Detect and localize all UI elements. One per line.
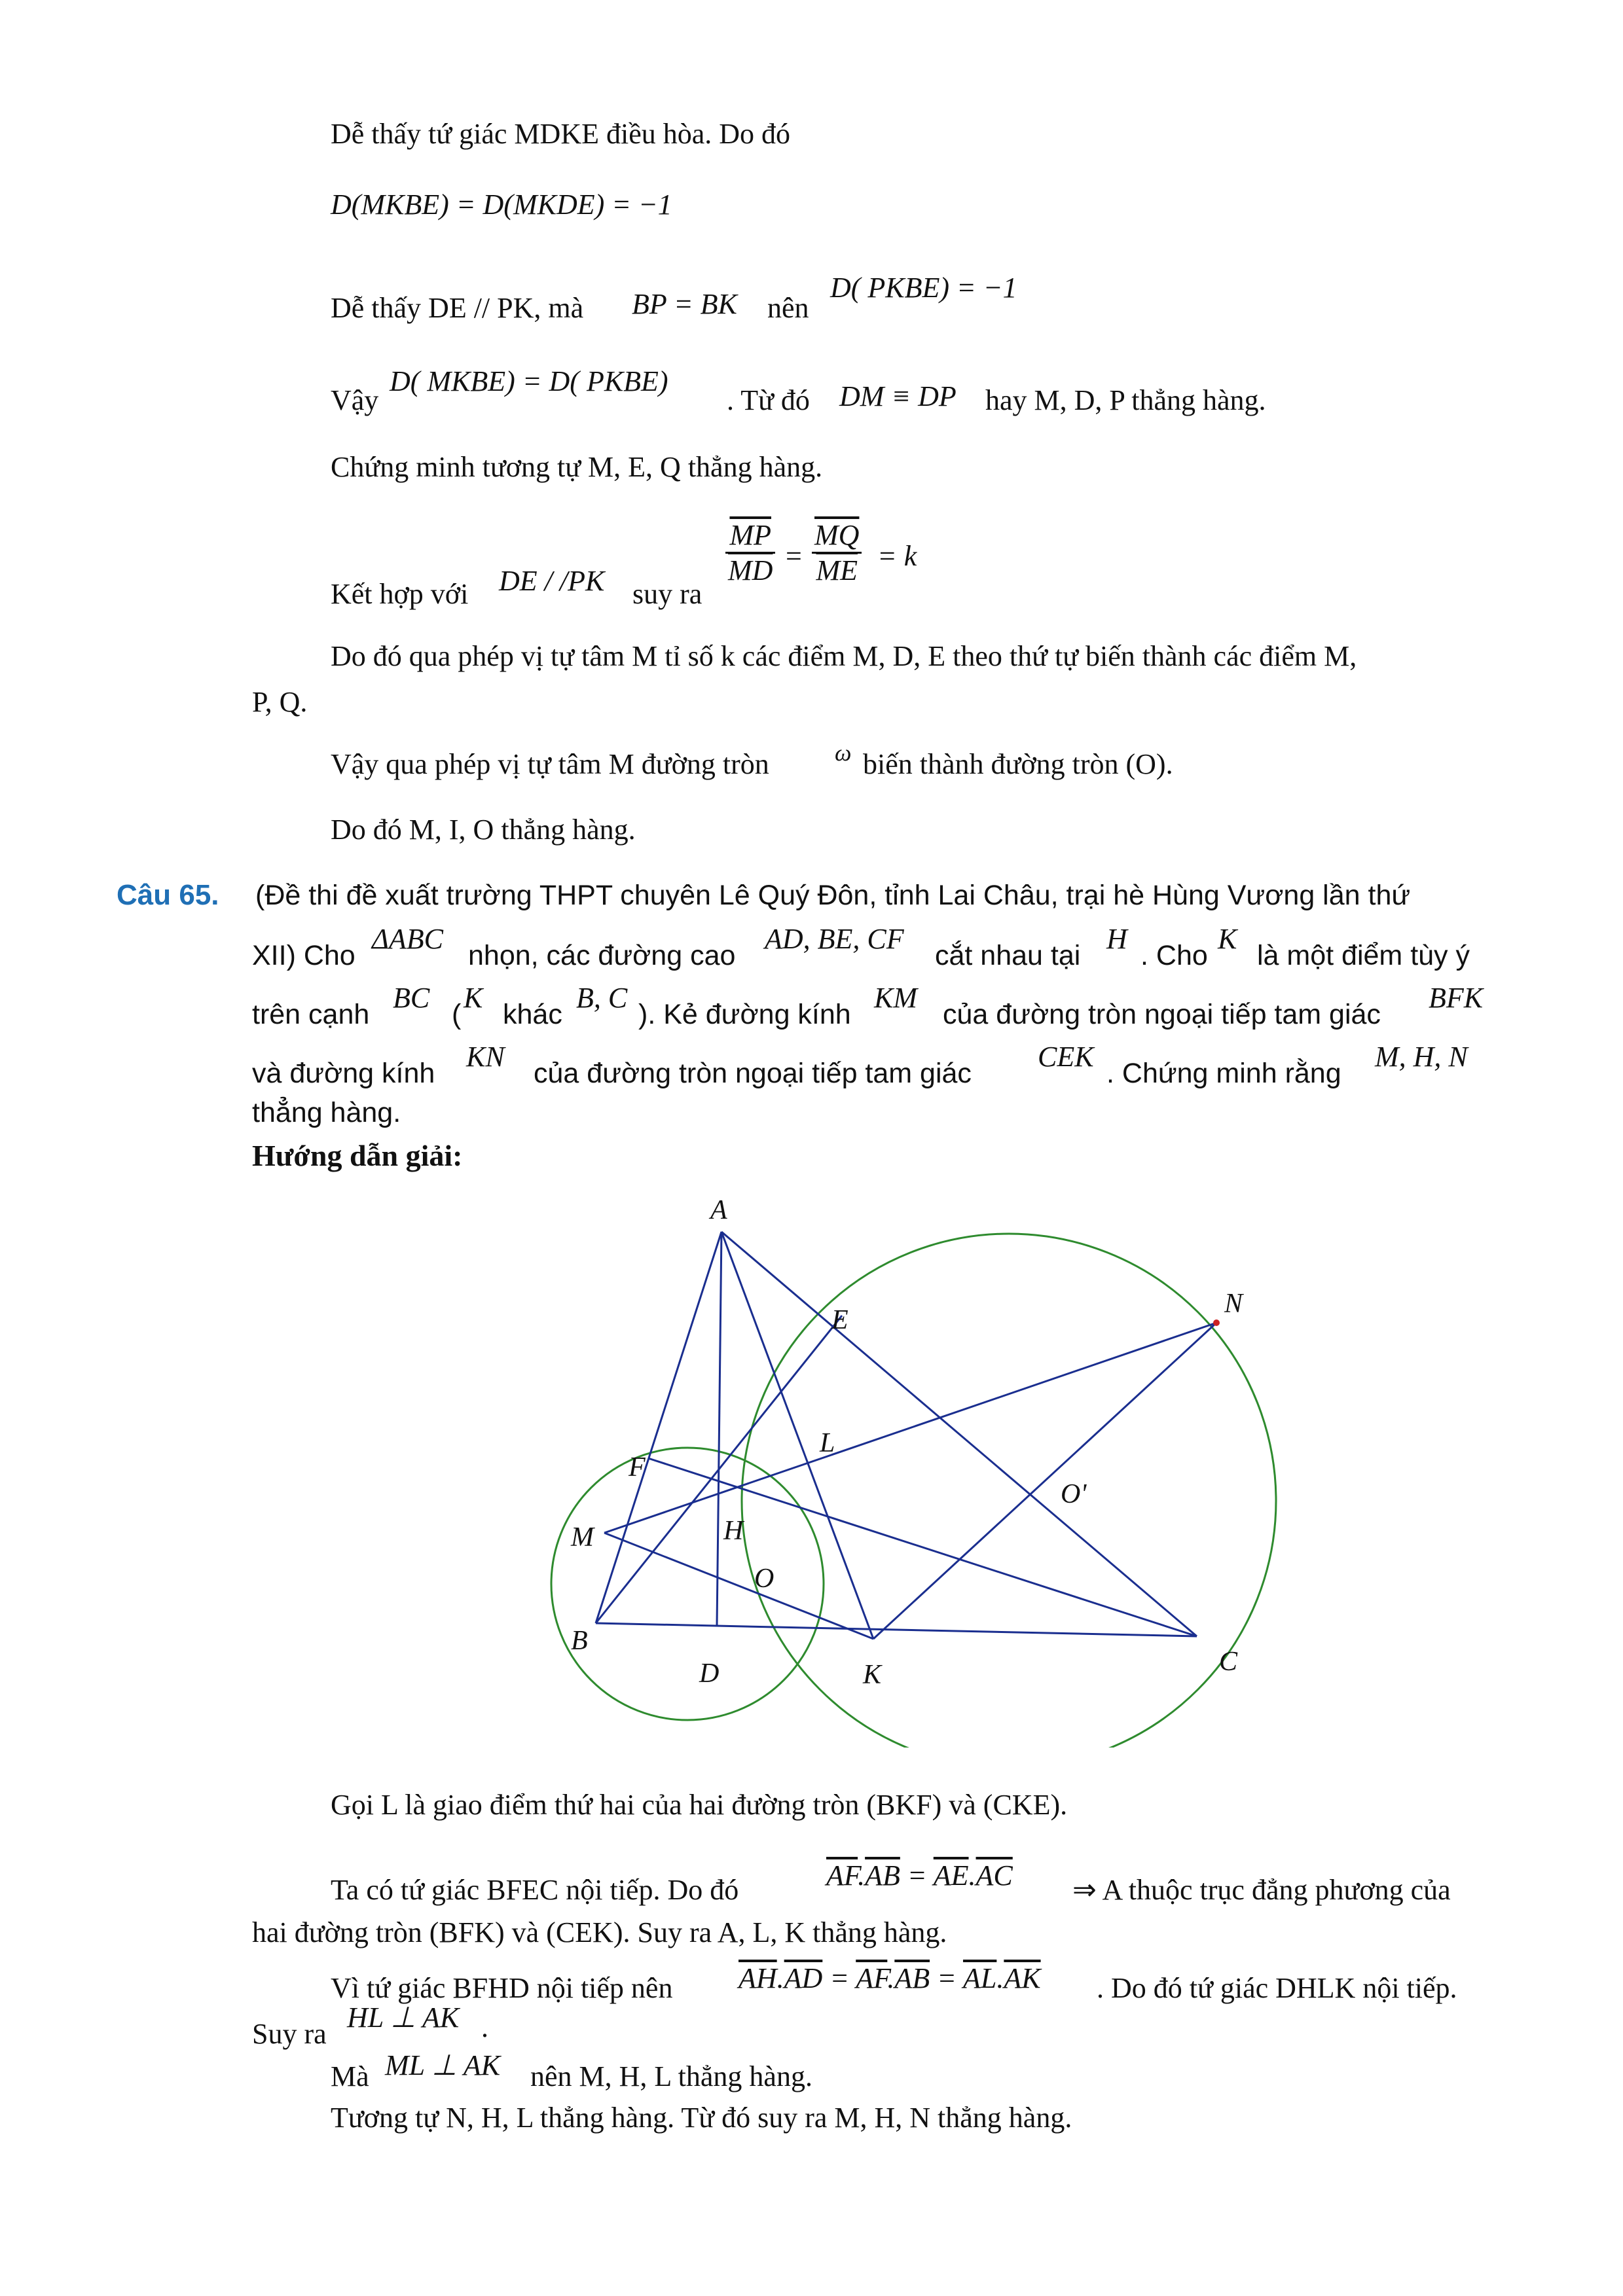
text-line: (Đề thi đề xuất trường THPT chuyên Lê Quý Đôn, tỉnh Lai Châu, trại hè Hùng Vương lần thứ: [255, 880, 1411, 911]
text-line: Vậy qua phép vị tự tâm M đường tròn: [331, 748, 769, 780]
text-line: Mà: [331, 2060, 369, 2092]
vector-ab: $\overline{AB}$: [865, 1859, 900, 1892]
segment-bc: [596, 1623, 1197, 1636]
text-line: hai đường tròn (BFK) và (CEK). Suy ra A, L, K thẳng hàng.: [252, 1916, 947, 1948]
point-n: [1213, 1319, 1220, 1326]
text-line: của đường tròn ngoại tiếp tam giác: [534, 1058, 972, 1089]
label-b: B: [571, 1626, 588, 1656]
label-k: K: [863, 1660, 882, 1690]
math-expression: KM: [874, 982, 917, 1014]
vector-ae: $\overline{AE}$: [933, 1859, 969, 1892]
math-expression: BC: [393, 982, 430, 1014]
text-line: Dễ thấy tứ giác MDKE điều hòa. Do đó: [331, 118, 791, 150]
text-line: biến thành đường tròn (O).: [863, 748, 1173, 780]
label-n: N: [1224, 1289, 1243, 1319]
text-line: Suy ra: [252, 2018, 327, 2050]
math-expression: ΔABC: [372, 923, 443, 955]
text-line: . Từ đó: [727, 384, 810, 416]
text-line: Vì tứ giác BFHD nội tiếp nên: [331, 1972, 673, 2004]
section-heading: Hướng dẫn giải:: [252, 1139, 463, 1172]
text-line: Gọi L là giao điểm thứ hai của hai đường tròn (BKF) và (CKE).: [331, 1789, 1068, 1821]
vector-ad: $\overline{AD}$: [784, 1962, 823, 1994]
fraction-denominator: ME: [816, 554, 858, 586]
math-symbol: ω: [835, 740, 852, 766]
label-m: M: [571, 1522, 594, 1552]
text-line: Ta có tứ giác BFEC nội tiếp. Do đó: [331, 1874, 739, 1906]
math-expression: M, H, N: [1375, 1041, 1468, 1073]
segment-ak: [721, 1232, 873, 1639]
vector-af: $\overline{AF}$: [856, 1962, 888, 1994]
label-l: L: [820, 1428, 835, 1458]
vector-ac: $\overline{AC}$: [976, 1859, 1013, 1892]
math-expression: DM ≡ DP: [839, 380, 957, 412]
math-expression: D( PKBE) = −1: [830, 272, 1017, 304]
text-line: là một điểm tùy ý: [1257, 940, 1470, 971]
text-line: Tương tự N, H, L thẳng hàng. Từ đó suy ra M, H, N thẳng hàng.: [331, 2102, 1072, 2134]
altitude-ad: [717, 1232, 721, 1626]
math-expression: $\overline{AH}.\overline{AD} = \overline{AF}.\overline{AB} = \overline{AL}.\overline{AK}$: [739, 1962, 1041, 1994]
circle-cke: [742, 1234, 1276, 1748]
text-line: nên: [767, 292, 809, 324]
segment-ab: [596, 1232, 721, 1623]
vector-al: $\overline{AL}$: [962, 1962, 997, 1994]
text-line: Dễ thấy DE // PK, mà: [331, 292, 584, 324]
math-expression: K: [1218, 923, 1237, 955]
line-mn: [604, 1323, 1216, 1533]
text-line: Do đó qua phép vị tự tâm M tỉ số k các điểm M, D, E theo thứ tự biến thành các điểm M,: [331, 640, 1357, 672]
vector-ak: $\overline{AK}$: [1004, 1962, 1041, 1994]
math-expression: ML ⊥ AK: [385, 2049, 501, 2081]
math-expression: BP = BK: [632, 288, 737, 320]
circle-bkf: [551, 1448, 824, 1720]
label-c: C: [1219, 1647, 1238, 1677]
diameter-km: [604, 1533, 873, 1639]
equals-sign: =: [786, 540, 802, 572]
text-line: Vậy: [331, 384, 379, 416]
text-line: trên cạnh: [252, 999, 370, 1030]
text-line: Chứng minh tương tự M, E, Q thẳng hàng.: [331, 451, 823, 483]
math-expression: D( MKBE) = D( PKBE): [390, 365, 668, 397]
text-line: Do đó M, I, O thẳng hàng.: [331, 814, 636, 846]
text-line: ⇒ A thuộc trục đẳng phương của: [1072, 1874, 1451, 1906]
math-expression: AD, BE, CF: [765, 923, 904, 955]
text-line: và đường kính: [252, 1058, 435, 1089]
text-line: thẳng hàng.: [252, 1097, 401, 1128]
math-expression: = k: [877, 540, 917, 572]
vector-ah: $\overline{AH}$: [739, 1962, 777, 1994]
altitude-cf: [648, 1458, 1197, 1636]
label-o: O: [754, 1564, 775, 1594]
label-a: A: [710, 1195, 727, 1225]
vector-af: $\overline{AF}$: [826, 1859, 858, 1892]
math-expression: B, C: [576, 982, 628, 1014]
label-o-prime: O': [1061, 1479, 1087, 1509]
fraction-denominator: MD: [728, 554, 773, 586]
math-expression: K: [464, 982, 483, 1014]
label-d: D: [699, 1659, 720, 1689]
segment-ac: [721, 1232, 1197, 1636]
text-line: P, Q.: [252, 686, 308, 718]
text-line: ). Kẻ đường kính: [638, 999, 851, 1030]
text-line: . Cho: [1140, 940, 1208, 971]
problem-number: Câu 65.: [117, 879, 219, 911]
label-e: E: [831, 1305, 848, 1335]
text-line: nên M, H, L thẳng hàng.: [530, 2060, 812, 2092]
text-line: .: [481, 2011, 488, 2043]
text-line: XII) Cho: [252, 940, 356, 971]
text-line: (: [452, 999, 462, 1030]
fraction-mq-me: [812, 518, 862, 587]
fraction-numerator: $\overline{MP}$: [725, 518, 775, 554]
math-expression: D(MKBE) = D(MKDE) = −1: [331, 188, 672, 221]
label-h: H: [723, 1516, 744, 1546]
fraction-mp-md: [725, 518, 775, 587]
text-line: nhọn, các đường cao: [468, 940, 736, 971]
label-f: F: [629, 1452, 646, 1482]
math-expression: BFK: [1429, 982, 1484, 1014]
geometry-figure: [543, 1178, 1283, 1748]
text-line: cắt nhau tại: [935, 940, 1081, 971]
text-line: . Chứng minh rằng: [1106, 1058, 1341, 1089]
text-line: khác: [503, 999, 562, 1030]
math-expression: CEK: [1038, 1041, 1094, 1073]
text-line: hay M, D, P thẳng hàng.: [985, 384, 1266, 416]
vector-ab: $\overline{AB}$: [894, 1962, 930, 1994]
math-expression: H: [1106, 923, 1127, 955]
text-line: Kết hợp với: [331, 578, 469, 610]
math-expression: $\overline{AF}.\overline{AB} = \overline{AE}.\overline{AC}$: [826, 1859, 1013, 1892]
text-line: suy ra: [632, 578, 702, 610]
fraction-numerator: $\overline{MQ}$: [812, 518, 862, 554]
diameter-kn: [873, 1323, 1216, 1639]
text-line: . Do đó tứ giác DHLK nội tiếp.: [1097, 1972, 1457, 2004]
math-expression: DE / /PK: [499, 565, 605, 597]
math-expression: KN: [466, 1041, 505, 1073]
math-expression: HL ⊥ AK: [347, 2001, 460, 2034]
text-line: của đường tròn ngoại tiếp tam giác: [943, 999, 1381, 1030]
